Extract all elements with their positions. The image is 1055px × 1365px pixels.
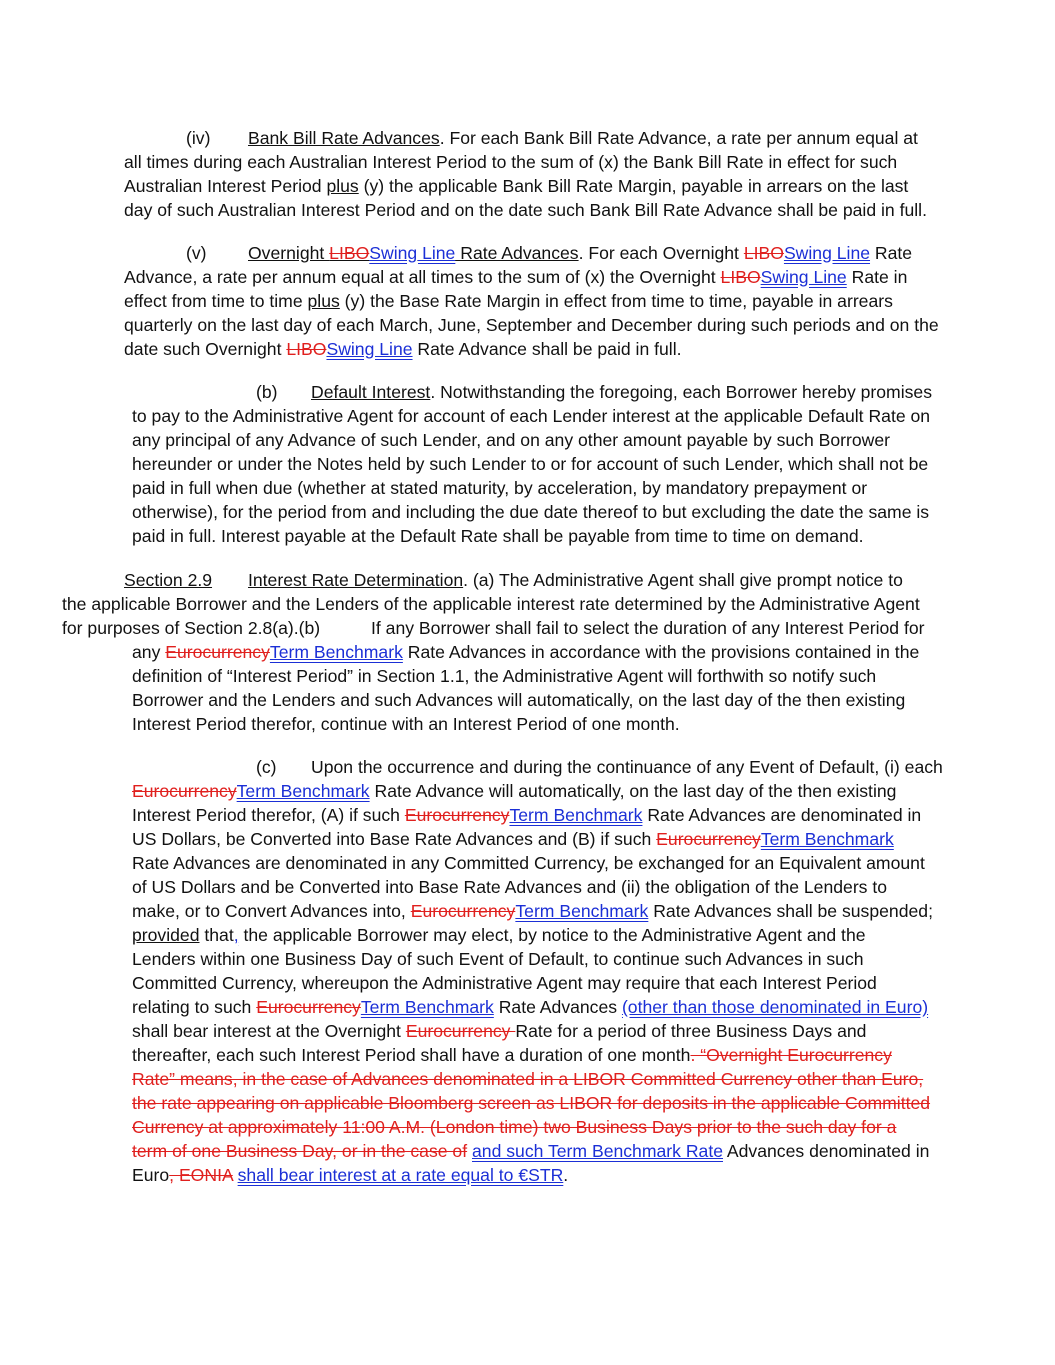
section-2-9-intro: Section 2.9 Interest Rate Determination. (a) The Administrative Agent shall give prompt notice to the applicable Borrower and the Lenders of the applicable interest rate determined by the Administrative Agent for purposes of Section 2.8(a).(b) If any Borrower shall fail to select the duration of any Interest Period for	[62, 570, 925, 638]
section-2-9-body: any EurocurrencyTerm Benchmark Rate Advances in accordance with the provisions contained in the definition of “Interest Period” in Section 1.1, the Administrative Agent will forthwith so notify such Borrower and the Lenders and such Advances will automatically, on the last day of the then existing Interest Period therefor, continue with an Interest Period of one month.	[132, 642, 920, 734]
paragraph-c: (c) Upon the occurrence and during the continuance of any Event of Default, (i) each EurocurrencyTerm Benchmark Rate Advance will automatically, on the last day of the then existing Interest Period therefor, (A) if such EurocurrencyTerm Benchmark Rate Advances are denominated in US Dollars, be Converted into Base Rate Advances and (B) if such EurocurrencyTerm Benchmark Rate Advances are denominated in any Committed Currency, be exchanged for an Equivalent amount of US Dollars and be Converted into Base Rate Advances and (ii) the obligation of the Lenders to make, or to Convert Advances into, EurocurrencyTerm Benchmark Rate Advances shall be suspended; provided that, the applicable Borrower may elect, by notice to the Administrative Agent and the Lenders within one Business Day of such Event of Default, to continue such Advances in such Committed Currency, whereupon the Administrative Agent may require that each Interest Period relating to such EurocurrencyTerm Benchmark Rate Advances (other than those denominated in Euro) shall bear interest at the Overnight Eurocurrency Rate for a period of three Business Days and thereafter, each such Interest Period shall have a duration of one month. “Overnight Eurocurrency Rate” means, in the case of Advances denominated in a LIBOR Committed Currency other than Euro, the rate appearing on applicable Bloomberg screen as LIBOR for deposits in the applicable Committed Currency at approximately 11:00 A.M. (London time) two Business Days prior to the such day for a term of one Business Day, or in the case of and such Term Benchmark Rate Advances denominated in Euro, EONIA shall bear interest at a rate equal to €STR.	[132, 757, 943, 1185]
inserted-text: and such Term Benchmark Rate	[472, 1141, 723, 1161]
deleted-text: LIBO	[743, 243, 784, 263]
deleted-text: term of one Business Day, or in the case of	[132, 1141, 468, 1161]
deleted-text: Eurocurrency	[165, 642, 270, 662]
item-number: (b)	[256, 382, 278, 402]
deleted-text: . “Overnight Eurocurrency	[690, 1045, 892, 1065]
paragraph-iv: (iv) Bank Bill Rate Advances. For each Bank Bill Rate Advance, a rate per annum equal at all times during each Australian Interest Period to the sum of (x) the Bank Bill Rate in effect for such Australian Interest Period plus (y) the applicable Bank Bill Rate Margin, payable in arrears on the last day of such Australian Interest Period and on the date such Bank Bill Rate Advance shall be paid in full.	[124, 128, 927, 220]
deleted-text: LIBO	[329, 243, 370, 263]
deleted-text: LIBO	[720, 267, 761, 287]
section-label: Section 2.9	[124, 570, 213, 590]
deleted-text: LIBO	[286, 339, 327, 359]
inserted-text: Term Benchmark	[236, 781, 370, 801]
section-heading: Interest Rate Determination	[248, 570, 464, 590]
paragraph-b: (b) Default Interest. Notwithstanding the foregoing, each Borrower hereby promises to pay to the Administrative Agent for account of each Lender interest at the applicable Default Rate on any principal of any Advance of such Lender, and on any other amount payable by such Borrower hereunder or under the Notes held by such Lender to or for account of such Lender, which shall not be paid in full when due (whether at stated maturity, by acceleration, by mandatory prepayment or otherwise), for the period from and including the due date thereof to but excluding the date the same is paid in full. Interest payable at the Default Rate shall be payable from time to time on demand.	[132, 382, 933, 546]
inserted-text: Swing Line	[326, 339, 413, 359]
heading: Default Interest	[311, 382, 431, 402]
deleted-text: Eurocurrency	[410, 901, 516, 921]
inserted-text: Swing Line	[760, 267, 847, 287]
deleted-text: Eurocurrency	[132, 781, 237, 801]
heading: Overnight LIBOSwing Line Rate Advances	[248, 243, 579, 263]
item-number: (iv)	[186, 128, 211, 148]
deleted-text: Eurocurrency	[256, 997, 361, 1017]
deleted-text: Eurocurrency	[656, 829, 761, 849]
inserted-text: Term Benchmark	[515, 901, 649, 921]
inserted-text: Term Benchmark	[760, 829, 894, 849]
item-number: (v)	[186, 243, 207, 263]
inserted-text: Swing Line	[369, 243, 456, 263]
deleted-text: the rate appearing on applicable Bloomberg screen as LIBOR for deposits in the applicable Committed	[132, 1093, 931, 1113]
deleted-text: Rate” means, in the case of Advances denominated in a LIBOR Committed Currency other than Euro,	[132, 1069, 924, 1089]
inserted-text: ,	[233, 925, 239, 945]
inserted-text: Swing Line	[783, 243, 871, 263]
deleted-text: Eurocurrency	[404, 805, 510, 825]
inserted-text: Term Benchmark	[269, 642, 403, 662]
deleted-text: , EONIA	[169, 1165, 233, 1185]
paragraph-v: (v) Overnight LIBOSwing Line Rate Advances. For each Overnight LIBOSwing Line Rate Advance, a rate per annum equal at all times to the sum of (x) the Overnight LIBOSwing Line Rate in effect from time to time plus (y) the Base Rate Margin in effect from time to time, payable in arrears quarterly on the last day of each March, June, September and December during such periods and on the date such Overnight LIBOSwing Line Rate Advance shall be paid in full.	[124, 243, 939, 359]
inserted-text: shall bear interest at a rate equal to €STR	[237, 1165, 564, 1185]
deleted-text: Currency at approximately 11:00 A.M. (London time) two Business Days prior to the such day for a	[132, 1117, 897, 1137]
inserted-text: Term Benchmark	[360, 997, 494, 1017]
inserted-text: Term Benchmark	[509, 805, 643, 825]
heading: Bank Bill Rate Advances	[248, 128, 440, 148]
inserted-text: (other than those denominated in Euro)	[621, 997, 929, 1017]
deleted-text: Eurocurrency	[405, 1021, 516, 1041]
item-number: (c)	[256, 757, 277, 777]
